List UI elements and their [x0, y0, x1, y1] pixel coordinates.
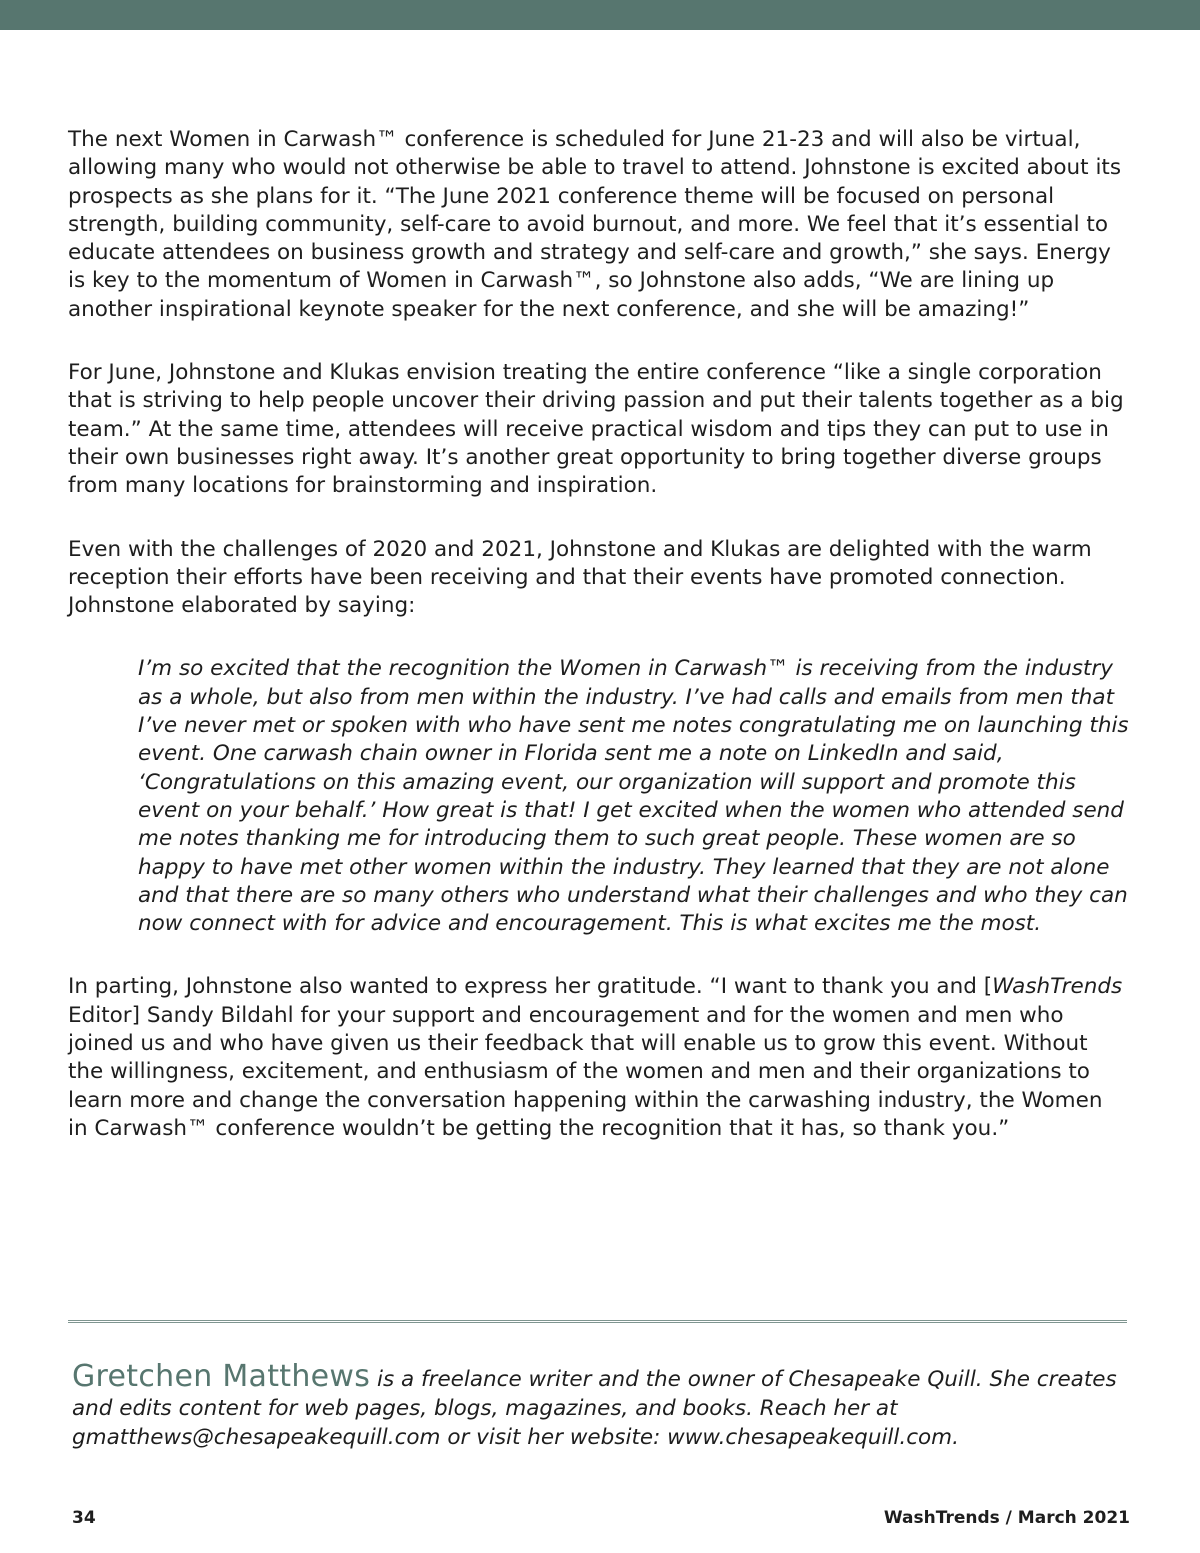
paragraph-gratitude: [68, 973, 1128, 1143]
publication-issue: WashTrends / March 2021: [883, 1508, 1130, 1528]
block-quote-johnstone: I’m so excited that the recognition the Women in Carwash™ is receiving from the industry as a whole, but also from men within the industry. I’ve had calls and emails from men that I’ve never met or spoken with who have sent me notes congratulating me on launching this event. One carwash chain owner in Florida sent me a note on LinkedIn and said, ‘Congratulations on this amazing event, our organization will support and promote this event on your behalf.’ How great is that! I get excited when the women who attended send me notes thanking me for introducing them to such great people. These women are so happy to have met other women within the industry. They learned that they are not alone and that there are so many others who understand what their challenges and who they can now connect with for advice and encouragement. This is what excites me the most.: [138, 656, 1129, 937]
gratitude-text-end: Editor] Sandy Bildahl for your support and encouragement and for the women and men who joined us and who have given us their feedback that will enable us to grow this event. Without the willingness, excitement, and enthusiasm of the women and men and their organizations to learn more and change the conversation happening within the carwashing industry, the Women in Carwash™ conference wouldn’t be getting the recognition that it has, so thank you.”: [68, 1002, 1103, 1141]
article-body: [68, 126, 1128, 1143]
top-accent-bar: [0, 0, 1200, 30]
author-bio: [72, 1359, 1132, 1452]
paragraph-conference-schedule: The next Women in Carwash™ conference is scheduled for June 21-23 and will also be virtual, allowing many who would not otherwise be able to travel to attend. Johnstone is excited about its prospects as she plans for it. “The June 2021 conference theme will be focused on personal strength, building community, self-care to avoid burnout, and more. We feel that it’s essential to educate attendees on business growth and strategy and self-care and growth,” she says. Energy is key to the momentum of Women in Carwash™, so Johnstone also adds, “We are lining up another inspirational keynote speaker for the next conference, and she will be amazing!”: [68, 127, 1122, 322]
author-description: is a freelance writer and the owner of Chesapeake Quill. She creates and edits content for web pages, blogs, magazines, and books. Reach her at gmatthews@chesapeakequill.com or visit her website: www.chesapeakequill.com.: [72, 1367, 1117, 1450]
author-name: Gretchen Matthews: [72, 1359, 371, 1394]
paragraph-june-vision: For June, Johnstone and Klukas envision treating the entire conference “like a single corporation that is striving to help people uncover their driving passion and put their talents together as a big team.” At the same time, attendees will receive practical wisdom and tips they can put to use in their own businesses right away. It’s another great opportunity to bring together diverse groups from many locations for brainstorming and inspiration.: [68, 360, 1124, 499]
page-number: 34: [72, 1508, 96, 1528]
gratitude-text-start: In parting, Johnstone also wanted to express her gratitude. “I want to thank you and [: [68, 974, 993, 1000]
publication-name-italic: WashTrends: [992, 974, 1123, 1000]
paragraph-reception: Even with the challenges of 2020 and 2021, Johnstone and Klukas are delighted with the warm reception their efforts have been receiving and that their events have promoted connection. Johnstone elaborated by saying:: [68, 536, 1092, 619]
bio-divider: [68, 1320, 1127, 1323]
